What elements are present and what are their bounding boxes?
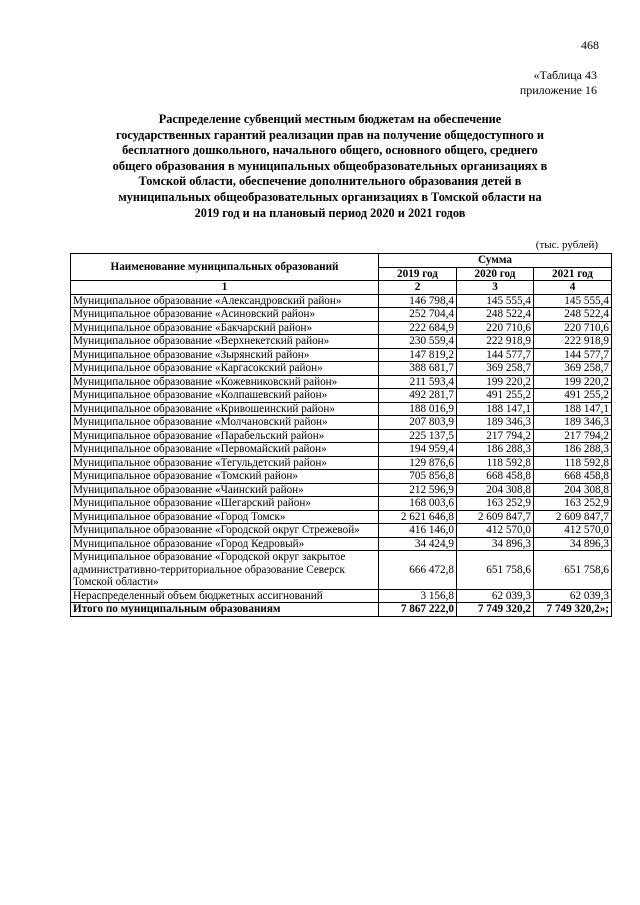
table-row [71, 416, 612, 430]
value-2021: 186 288,3 [534, 443, 612, 457]
table-row [71, 443, 612, 457]
municipality-name: Муниципальное образование «Колпашевский район» [71, 389, 379, 403]
table-row [71, 429, 612, 443]
table-row [71, 497, 612, 511]
value-2021: 34 896,3 [534, 537, 612, 551]
municipality-name: Нераспределенный объем бюджетных ассигнований [71, 589, 379, 603]
value-2019: 666 472,8 [379, 551, 457, 590]
municipality-name: Муниципальное образование «Верхнекетский район» [71, 335, 379, 349]
value-2021: 2 609 847,7 [534, 510, 612, 524]
value-2020: 491 255,2 [457, 389, 534, 403]
table-row [71, 524, 612, 538]
total-label: Итого по муниципальным образованиям [71, 603, 379, 617]
value-2020: 217 794,2 [457, 429, 534, 443]
column-number: 3 [457, 281, 534, 295]
table-row [71, 348, 612, 362]
value-2021: 163 252,9 [534, 497, 612, 511]
value-2021: 118 592,8 [534, 456, 612, 470]
total-2019: 7 867 222,0 [379, 603, 457, 617]
table-row [71, 375, 612, 389]
municipality-name: Муниципальное образование «Асиновский район» [71, 308, 379, 322]
value-2019: 416 146,0 [379, 524, 457, 538]
table-row [71, 510, 612, 524]
value-2021: 412 570,0 [534, 524, 612, 538]
value-2021: 491 255,2 [534, 389, 612, 403]
table-row [71, 456, 612, 470]
value-2021: 199 220,2 [534, 375, 612, 389]
value-2019: 252 704,4 [379, 308, 457, 322]
total-2021: 7 749 320,2»; [534, 603, 612, 617]
table-row [71, 321, 612, 335]
value-2020: 204 308,8 [457, 483, 534, 497]
municipality-name: Муниципальное образование «Александровский район» [71, 294, 379, 308]
value-2019: 225 137,5 [379, 429, 457, 443]
value-2019: 3 156,8 [379, 589, 457, 603]
column-header-name: Наименование муниципальных образований [71, 254, 379, 281]
value-2021: 204 308,8 [534, 483, 612, 497]
title-line: 2019 год и на плановый период 2020 и 2021 годов [194, 205, 466, 220]
municipality-name: Муниципальное образование «Бакчарский район» [71, 321, 379, 335]
value-2019: 388 681,7 [379, 362, 457, 376]
municipality-name: Муниципальное образование «Парабельский район» [71, 429, 379, 443]
units-label: (тыс. рублей) [535, 239, 598, 251]
title-line: Томской области, обеспечение дополнительного образования детей в [138, 174, 522, 189]
value-2021: 188 147,1 [534, 402, 612, 416]
subvention-table [70, 253, 612, 617]
value-2020: 651 758,6 [457, 551, 534, 590]
table-row [71, 551, 612, 590]
column-header-sum: Сумма [379, 254, 612, 268]
value-2021: 189 346,3 [534, 416, 612, 430]
value-2019: 230 559,4 [379, 335, 457, 349]
municipality-name: Муниципальное образование «Город Томск» [71, 510, 379, 524]
title-line: общего образования в муниципальных общеобразовательных организациях в [112, 158, 548, 173]
value-2020: 369 258,7 [457, 362, 534, 376]
value-2021: 144 577,7 [534, 348, 612, 362]
table-row [71, 308, 612, 322]
value-2020: 199 220,2 [457, 375, 534, 389]
municipality-name: Муниципальное образование «Городской округ Стрежевой» [71, 524, 379, 538]
column-number: 2 [379, 281, 457, 295]
municipality-name: Муниципальное образование «Кожевниковский район» [71, 375, 379, 389]
table-row [71, 537, 612, 551]
value-2021: 248 522,4 [534, 308, 612, 322]
value-2021: 220 710,6 [534, 321, 612, 335]
municipality-name: Муниципальное образование «Чаинский район» [71, 483, 379, 497]
value-2019: 188 016,9 [379, 402, 457, 416]
value-2020: 220 710,6 [457, 321, 534, 335]
value-2020: 189 346,3 [457, 416, 534, 430]
document-title [80, 112, 580, 221]
total-2020: 7 749 320,2 [457, 603, 534, 617]
value-2020: 62 039,3 [457, 589, 534, 603]
value-2020: 188 147,1 [457, 402, 534, 416]
value-2019: 146 798,4 [379, 294, 457, 308]
page-number: 468 [581, 38, 599, 52]
column-number: 1 [71, 281, 379, 295]
table-row [71, 483, 612, 497]
value-2020: 412 570,0 [457, 524, 534, 538]
value-2021: 62 039,3 [534, 589, 612, 603]
column-header-2019: 2019 год [379, 267, 457, 281]
municipality-name: Муниципальное образование «Первомайский район» [71, 443, 379, 457]
value-2019: 492 281,7 [379, 389, 457, 403]
value-2021: 668 458,8 [534, 470, 612, 484]
value-2019: 168 003,6 [379, 497, 457, 511]
municipality-name: Муниципальное образование «Томский район» [71, 470, 379, 484]
value-2019: 34 424,9 [379, 537, 457, 551]
value-2020: 2 609 847,7 [457, 510, 534, 524]
table-row [71, 589, 612, 603]
table-row [71, 470, 612, 484]
value-2021: 369 258,7 [534, 362, 612, 376]
table-number: «Таблица 43 [533, 68, 597, 82]
title-line: Распределение субвенций местным бюджетам на обеспечение [158, 112, 502, 126]
value-2019: 705 856,8 [379, 470, 457, 484]
value-2019: 129 876,6 [379, 456, 457, 470]
column-number: 4 [534, 281, 612, 295]
title-line: муниципальных общеобразовательных организациях в Томской области на [118, 189, 542, 204]
appendix-number: приложение 16 [519, 83, 597, 97]
municipality-name: Муниципальное образование «Городской округ закрытое административно-территориальное образование Северск Томской области» [71, 551, 379, 590]
value-2020: 222 918,9 [457, 335, 534, 349]
value-2020: 118 592,8 [457, 456, 534, 470]
title-line: бесплатного дошкольного, начального общего, основного общего, среднего [122, 143, 538, 158]
value-2019: 212 596,9 [379, 483, 457, 497]
table-body [71, 294, 612, 603]
value-2019: 211 593,4 [379, 375, 457, 389]
value-2019: 222 684,9 [379, 321, 457, 335]
value-2020: 34 896,3 [457, 537, 534, 551]
table-row [71, 362, 612, 376]
value-2020: 186 288,3 [457, 443, 534, 457]
value-2021: 217 794,2 [534, 429, 612, 443]
value-2021: 222 918,9 [534, 335, 612, 349]
table-reference [520, 68, 597, 98]
value-2020: 145 555,4 [457, 294, 534, 308]
value-2019: 2 621 646,8 [379, 510, 457, 524]
value-2019: 194 959,4 [379, 443, 457, 457]
column-header-2020: 2020 год [457, 267, 534, 281]
table-row [71, 402, 612, 416]
table-row [71, 389, 612, 403]
value-2020: 163 252,9 [457, 497, 534, 511]
value-2021: 145 555,4 [534, 294, 612, 308]
value-2020: 144 577,7 [457, 348, 534, 362]
value-2020: 248 522,4 [457, 308, 534, 322]
title-line: государственных гарантий реализации прав на получение общедоступного и [116, 127, 544, 142]
municipality-name: Муниципальное образование «Кривошеинский район» [71, 402, 379, 416]
value-2019: 207 803,9 [379, 416, 457, 430]
table-row [71, 294, 612, 308]
municipality-name: Муниципальное образование «Шегарский район» [71, 497, 379, 511]
value-2019: 147 819,2 [379, 348, 457, 362]
total-row [71, 603, 612, 617]
municipality-name: Муниципальное образование «Город Кедровый» [71, 537, 379, 551]
column-header-2021: 2021 год [534, 267, 612, 281]
municipality-name: Муниципальное образование «Молчановский район» [71, 416, 379, 430]
value-2020: 668 458,8 [457, 470, 534, 484]
value-2021: 651 758,6 [534, 551, 612, 590]
municipality-name: Муниципальное образование «Каргасокский район» [71, 362, 379, 376]
table-row [71, 335, 612, 349]
municipality-name: Муниципальное образование «Зырянский район» [71, 348, 379, 362]
municipality-name: Муниципальное образование «Тегульдетский район» [71, 456, 379, 470]
